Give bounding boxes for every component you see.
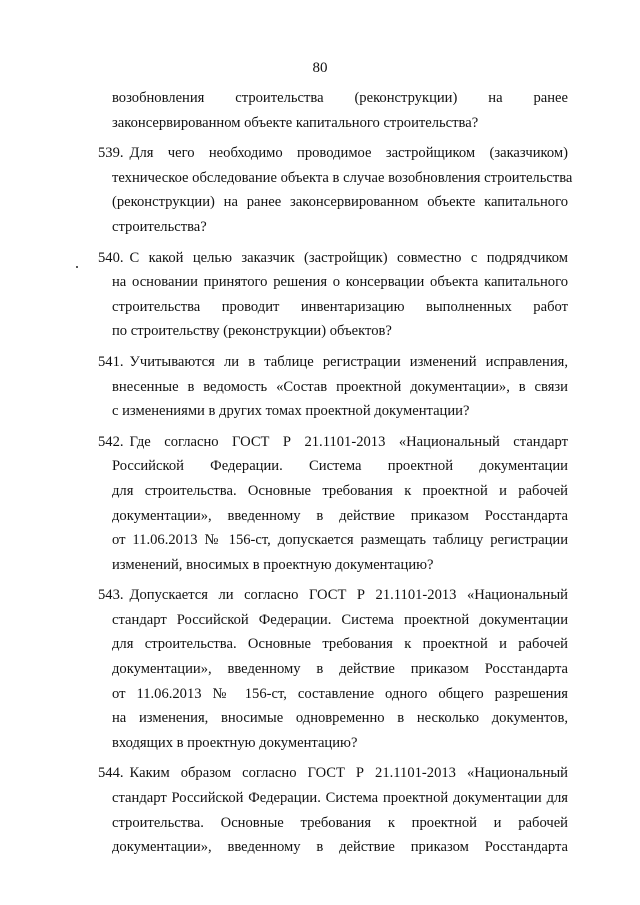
intro-paragraph [98, 86, 568, 135]
text-line: для строительства. Основные требования к проектной и рабочей [112, 482, 568, 499]
text-line: стандарт Российской Федерации. Система проектной документации для [112, 790, 568, 807]
question-number: 542. [98, 433, 124, 450]
text-line: с изменениями в других томах проектной документации? [112, 403, 470, 420]
text-line: изменений, вносимых в проектную документацию? [112, 556, 434, 573]
question-item [98, 430, 568, 578]
text-line: на изменения, вносимые одновременно в несколько документов, [112, 710, 568, 727]
question-text: Где согласно ГОСТ Р 21.1101-2013 «Национальный стандарт [129, 433, 568, 450]
question-number: 541. [98, 353, 124, 370]
text-line: строительства проводит инвентаризацию выполненных работ [112, 298, 568, 315]
text-line: (реконструкции) на ранее законсервированном объекте капитального [112, 194, 568, 211]
question-number: 544. [98, 765, 124, 782]
text-line: документации», введенному в действие приказом Росстандарта [112, 839, 568, 856]
question-item [98, 141, 573, 239]
question-first-line [98, 350, 568, 375]
page-number: 80 [312, 60, 328, 76]
question-number: 543. [98, 587, 124, 604]
question-text: Допускается ли согласно ГОСТ Р 21.1101-2013 «Национальный [129, 587, 568, 604]
question-item [98, 350, 568, 424]
question-number: 539. [98, 145, 124, 162]
text-line: от 11.06.2013 № 156-ст, допускается размещать таблицу регистрации [112, 532, 568, 549]
text-line: документации», введенному в действие приказом Росстандарта [112, 661, 568, 678]
text-line: входящих в проектную документацию? [112, 734, 358, 751]
question-number: 540. [98, 249, 124, 266]
text-line: законсервированном объекте капитального строительства? [112, 114, 479, 131]
question-first-line [98, 246, 568, 271]
text-line: на основании принятого решения о консервации объекта капитального [112, 274, 568, 291]
numbered-items [98, 141, 573, 860]
text-line: от 11.06.2013 № 156-ст, составление одного общего разрешения [112, 685, 568, 702]
scan-speck [76, 266, 78, 268]
question-first-line [98, 430, 568, 455]
question-list [98, 86, 573, 860]
question-first-line [98, 761, 568, 786]
text-line: возобновления строительства (реконструкции) на ранее [112, 90, 568, 106]
text-line: внесенные в ведомость «Состав проектной документации», в связи [112, 378, 568, 395]
question-item [98, 761, 568, 859]
text-line: документации», введенному в действие приказом Росстандарта [112, 507, 568, 524]
text-line: техническое обследование объекта в случае возобновления строительства [112, 169, 573, 186]
question-text: Каким образом согласно ГОСТ Р 21.1101-2013 «Национальный [129, 765, 568, 782]
text-line: строительства. Основные требования к проектной и рабочей [112, 814, 568, 831]
question-first-line [98, 583, 568, 608]
text-line: Российской Федерации. Система проектной документации [112, 458, 568, 475]
question-text: Для чего необходимо проводимое застройщиком (заказчиком) [129, 145, 568, 162]
text-line: стандарт Российской Федерации. Система проектной документации [112, 611, 568, 628]
question-item [98, 583, 568, 755]
question-first-line [98, 141, 568, 166]
question-text: С какой целью заказчик (застройщик) совместно с подрядчиком [129, 249, 568, 266]
question-item [98, 246, 568, 344]
text-line: для строительства. Основные требования к проектной и рабочей [112, 636, 568, 653]
question-text: Учитываются ли в таблице регистрации изменений исправления, [129, 353, 568, 370]
text-line: по строительству (реконструкции) объектов? [112, 323, 392, 340]
text-line: строительства? [112, 218, 207, 235]
